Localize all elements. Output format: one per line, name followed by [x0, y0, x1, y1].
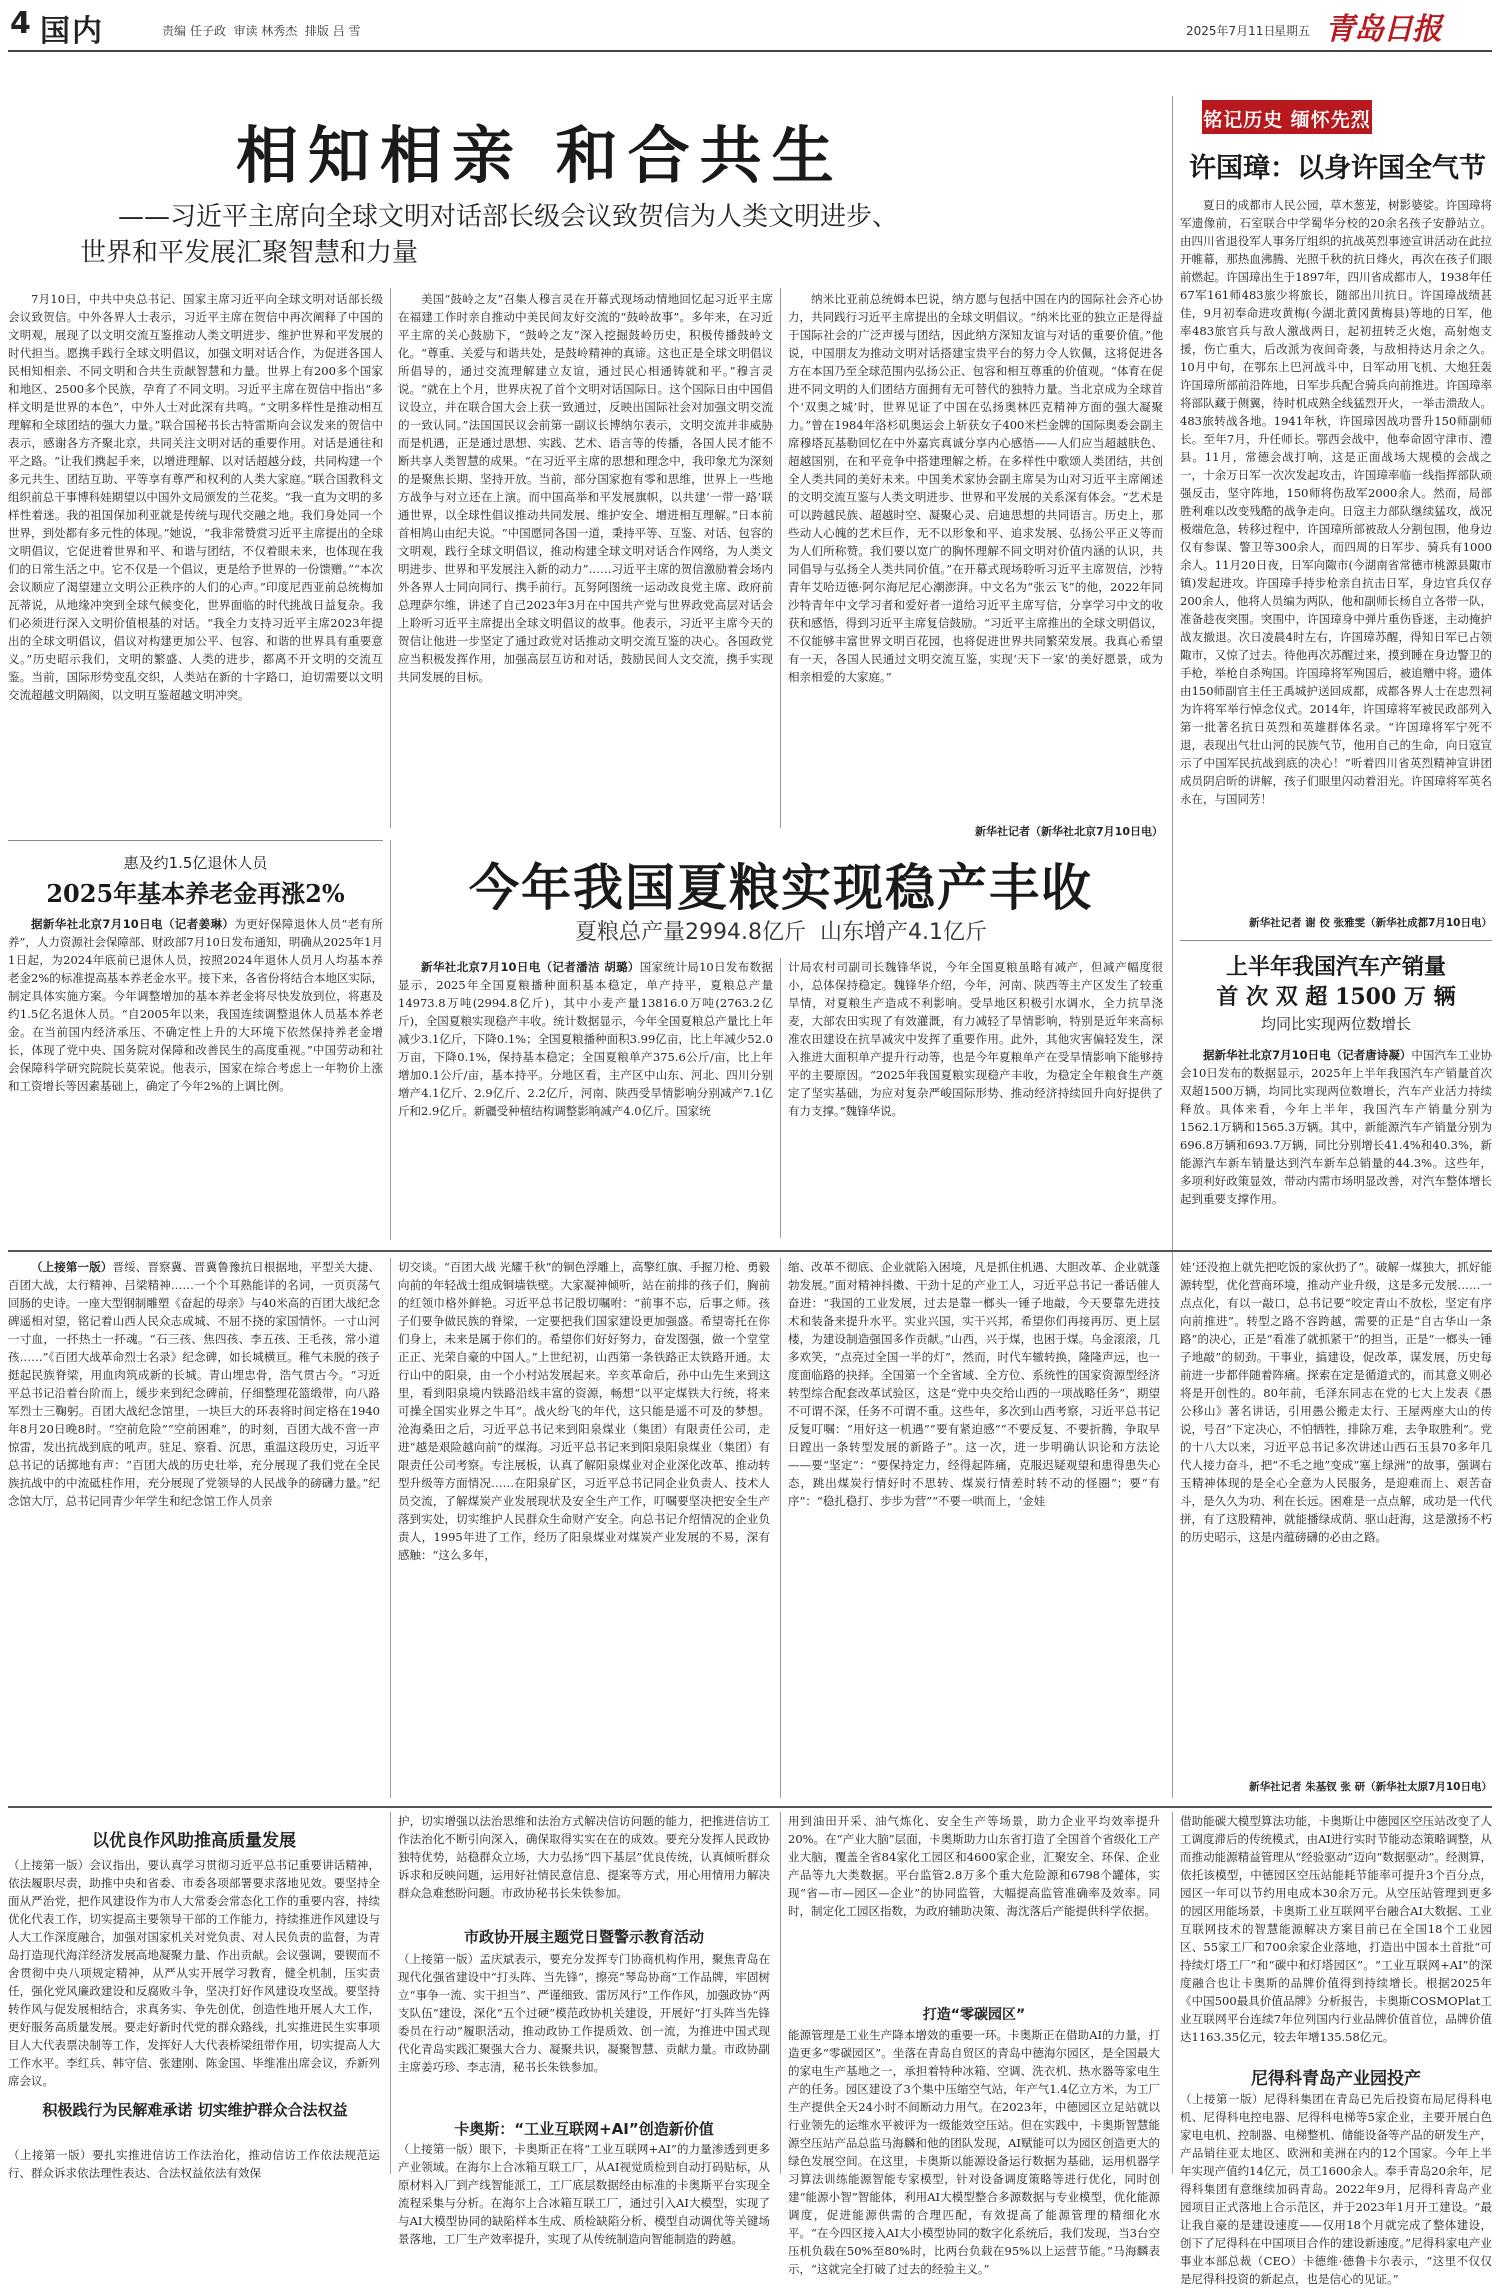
continued-col1-text: 晋绥、晋察冀、晋冀鲁豫抗日根据地，平型关大捷、百团大战，太行精神、吕梁精神……一个个耳熟能详的名词，一页页荡气回肠的史诗。一座大型钢制雕塑《奋起的母亲》与40米高的百团大战纪念碑遥相对望，铭记着山西人民众志成城、不屈不挠的家国情怀。一寸山河一寸血，一抔热土一抔魂。“石三孩、焦四孩、李五孩、王毛孩，常小道孩……”《百团大战革命烈士名录》纪念碑，如长城横亘。稚气未脱的孩子挺起民族脊梁，用血肉筑成新的长城。青山埋忠骨，浩气贯古今。“习近平总书记沿着台阶而上，缓步来到纪念碑前，仔细整理花篮缎带，向八路军烈士三鞠躬。百团大战纪念馆里，一块巨大的环表将时间定格在1940年8月20日晚8时。“空前危险”“空前困难”，的时刻，百团大战不啻一声惊雷，发出抗战到底的吼声。驻足、察看、沉思，重温这段历史，习近平总书记的话掷地有声：“百团大战的历史壮举，充分展现了我们党在全民族抗战中的中流砥柱作用，充分展现了党领导的人民战争的磅礴力量。”纪念馆大厅，总书记同青少年学生和纪念馆工作人员亲	[8, 1260, 381, 1508]
continued-col2-text: 切交谈。“百团大战 光耀千秋”的铜色浮雕上，高擎红旗、手握刀枪、勇毅向前的年轻战士组成铜墙铁壁。大家凝神倾听，站在前排的孩子们，胸前的红领巾格外鲜艳。习近平总书记殷切嘱咐：“前事不忘，后事之师。孩子们要争做民族的脊梁，一定要把我们国家建设更加强盛。希望寄托在你们身上，未来是属于你们的。希望你们好好努力，奋发图强，做一个堂堂正正、光荣自豪的中国人。”上世纪初，山西第一条铁路正太铁路开通。太行山中的阳泉，由一个小村站发展起来。辛亥革命后，孙中山先生来到这里，看到阳泉境内铁路沿线丰富的资源，畅想“以平定煤铁大行统，将来可操全国实业界之牛耳”。战火纷飞的年代，这只能是遥不可及的梦想。沧海桑田之后，习近平总书记来到阳泉煤业（集团）有限责任公司，走进“越是艰险越向前”的煤海。习近平总书记来到阳泉阳泉煤业（集团）有限责任公司考察。专注展板，认真了解阳泉煤业对企业深化改革、推动转型升级等方面情况……在阳泉矿区，习近平总书记同企业负责人、技术人员交流，了解煤炭产业发展现状及安全生产工作，叮嘱要坚决把安全生产落到实处，切实维护人民群众生命财产安全。向总书记介绍情况的企业负责人，1995年进了工作，经历了阳泉煤业对煤炭产业发展的不易，深有感触：“这么多年，	[398, 1260, 770, 1562]
brief6-subhead: 打造“零碳园区”	[922, 2007, 1026, 2023]
lead-col3-text: 纳米比亚前总统姆本巴说，纳方愿与包括中国在内的国际社会齐心协力，共同践行习近平主席提出的全球文明倡议。“纳米比亚的独立正是得益于国际社会的广泛声援与团结，因此纳方深知友谊与对话的重要价值。”他说，中国朋友为推动文明对话搭建宝贵平台的努力令人钦佩，这将促进各方在本国乃至全球范围内弘扬公正、包容和相互尊重的价值观。“体育在促进不同文明的人们团结方面拥有无可替代的独特力量。当北京成为全球首个‘双奥之城’时，世界见证了中国在弘扬奥林匹克精神方面的强大凝聚力。”曾在1984年洛杉矶奥运会上斩获女子400米栏金牌的国际奥委会副主席穆塔瓦基勒回忆在中外嘉宾真诚分享内心感悟——人们应当超越肤色、超越国别，在和平竞争中搭建理解之桥。在多样性中歌颂人类团结，共创全人类共同的美好未来。中国美术家协会副主席吴为山对习近平主席阐述的文明交流互鉴与人类文明进步、世界和平发展的关系深有体会。“艺术是可以跨越民族、超越时空、凝聚心灵、启迪思想的共同语言。历史上，那些动人心魄的艺术巨作，无不以形象和平、追求发展、弘扬公平正义等而为人们所称赞。我们要以宽广的胸怀理解不同文明对价值内涵的认识，共同倡导与弘扬全人类共同价值。”在开幕式现场聆听习近平主席贺信，沙特青年艾哈迈德·阿尔海尼尼心潮澎湃。中文名为“张云飞”的他，2022年同沙特青年中文学习者和爱好者一道给习近平主席写信，分享学习中文的收获和感悟，得到习近平主席复信鼓励。“习近平主席推出的全球文明倡议，不仅能够丰富世界文明百花园，也将促进世界共同繁荣发展。我真心希望有一天，各国人民通过文明交流互鉴，实现‘天下一家’的美好愿景，成为相亲相爱的大家庭。”	[788, 292, 1163, 684]
section-name: 国内	[40, 14, 104, 49]
auto-title-2: 首 次 双 超 1500 万 辆	[1216, 984, 1456, 1010]
series-banner	[1202, 100, 1372, 134]
pension-body	[8, 915, 383, 1237]
brief6-body	[788, 1812, 1160, 2000]
series-banner-text: 铭记历史 缅怀先烈	[1203, 109, 1371, 131]
brief3-body	[398, 1812, 770, 1920]
brief2-body-text: （上接第一版）要扎实推进信访工作法治化，推动信访工作依法规范运行、群众诉求依法理性表达、合法权益依法有效保	[8, 2148, 380, 2180]
grain-column-1	[398, 958, 773, 1240]
grain-column-2	[788, 958, 1163, 1240]
auto-lead: 据新华社北京7月10日电（记者唐诗凝）	[1203, 1048, 1412, 1062]
auto-body-text: 中国汽车工业协会10日发布的数据显示，2025年上半年我国汽车产销量首次双超1500万辆，均同比实现两位数增长，汽车产业活力持续释放。具体来看，今年上半年，我国汽车产销量分别为1562.1万辆和1565.3万辆。其中，新能源汽车产销量分别为696.8万辆和693.7万辆，同比分别增长41.4%和40.3%，新能源汽车新车销量达到汽车新车总销量的44.3%。这些年，多项利好政策显效，带动内需市场明显改善，对汽车整体增长起到重要支撑作用。	[1180, 1048, 1492, 1206]
editors-line: 责编 任子政 审读 林秀杰 排版 吕 雪	[162, 24, 361, 38]
brief1-body	[8, 1856, 380, 2096]
brief8-title: 尼得科青岛产业园投产	[1251, 2069, 1421, 2089]
lead-column-3	[788, 290, 1163, 822]
pension-lead: 据新华社北京7月10日电（记者姜琳）	[31, 917, 235, 931]
lead-col-divider-2	[780, 288, 781, 828]
bottom-top-rule	[8, 1806, 1492, 1808]
grain-col1-text: 国家统计局10日发布数据显示，2025年全国夏粮播种面积基本稳定，单产持平，夏粮总产量14973.8万吨(2994.8亿斤)，其中小麦产量13816.0万吨(2763.2亿斤)，全国夏粮实现稳产丰收。统计数据显示，今年全国夏粮总产量比上年减少3.1亿斤，下降0.1%；全国夏粮播种面积3.99亿亩，比上年减少52.0万亩，下降0.1%，保持基本稳定；全国夏粮单产375.6公斤/亩，比上年增加0.1公斤/亩，基本持平。分地区看，主产区中山东、河北、四川分别增产4.1亿斤、2.9亿斤、2.2亿斤，河南、陕西受旱情影响分别减产7.1亿斤和2.9亿斤。新疆受种植结构调整影响减产4.0亿斤。国家统	[398, 960, 773, 1118]
continued-col4-text: 娃’还没抱上就先把吃饭的家伙扔了”。破解一煤独大，抓好能源转型，优化营商环境，推动产业升级，这是多元发展……一点点化，有以一敲口，总书记要“咬定青山不放松，坚定有序向前推进”。转型之路不容跨越，需要的正是“自古华山一条路”的决心，正是“看准了就抓紧干”的担当，正是“一榔头一锤子地敲”的韧劲。干事业，搞建设，促改革，谋发展，历史每前进一步都伴随着阵痛。探索在定是循道式的，而其意义则必将是开创性的。80年前，毛泽东同志在党的七大上发表《愚公移山》著名讲话，引用愚公搬走太行、王屋两座大山的传说，号召“下定决心，不怕牺牲，排除万难，去争取胜利”。党的十八大以来，习近平总书记多次讲述山西石玉县70多年几代人接力奋斗，把“不毛之地”变成“塞上绿洲”的故事，强调右玉精神体现的是全心全意为人民服务，是迎难而上、艰苦奋斗，是久久为功、利在长远。困难是一点点解，成功是一代代拼，有了这股精神，就能播绿成荫、驱山赶海，这是激扬不朽的历史昭示，这是内蕴磅礴的必由之路。	[1180, 1260, 1492, 1544]
header-rule	[8, 50, 1492, 52]
issue-weekday: 星期五	[1274, 24, 1311, 38]
continued-byline: 新华社记者 朱基钗 张 研（新华社太原7月10日电）	[1249, 1781, 1492, 1793]
grain-col2-text: 计局农村司副司长魏锋华说，今年全国夏粮虽略有减产，但减产幅度很小，总体保持稳定。魏锋华介绍，今年，河南、陕西等主产区发生了较重旱情，对夏粮生产造成不利影响。受旱地区积极引水调水，全力抗旱浇麦，大部农田实现了有效灌溉，有力减轻了旱情影响，特别是近年来高标准农田建设在抗旱减灾中发挥了重要作用。此外，其他灾害偏轻发生，深入推进大面积单产提升行动等，也是今年夏粮单产在受旱情影响下能够持平的主要原因。“2025年我国夏粮实现稳产丰收，为稳定全年粮食生产奠定了坚实基础，为应对复杂严峻国际形势、推动经济持续回升向好提供了有力支撑。”魏锋华说。	[788, 960, 1163, 1118]
auto-top-rule	[1180, 940, 1492, 941]
brief7-body-text: 借助能碳大模型算法功能，卡奥斯让中德园区空压站改变了人工调度滞后的传统模式，由AI进行实时节能动态策略调整，从而推动能源精益管理从“经验驱动”迈向“数据驱动”。经测算，依托该模型，中德园区空压站能耗节能率可提升3个百分点，园区一年可以节约用电成本30余万元。从空压站管理到更多的园区用能场景，卡奥斯工业互联网平台融合AI大数据、工业互联网技术的智慧能源解决方案目前已在全国18个工业园区、55家工厂和700余家企业落地，打造出中国本土首批“可持续灯塔工厂”和“碳中和灯塔园区”。“工业互联网+AI”的深度融合也让卡奥斯的品牌价值得到持续增长。根据2025年《中国500最具价值品牌》分析报告，卡奥斯COSMOPlat工业互联网平台连续7年位列国内行业品牌价值首位，品牌价值达1163.35亿元，较去年增135.58亿元。	[1180, 1814, 1492, 2044]
page-number: 4	[10, 6, 31, 41]
brief1-body-text: （上接第一版）会议指出，要认真学习贯彻习近平总书记重要讲话精神，依法履职尽责，助推中央和省委、市委各项部署要求落地见效。要坚持全面从严治党，把作风建设作为市人大常委会常态化工作的重要内容，持续优化代表工作，切实提高主要领导干部的工作能力，持续推进作风建设与人大工作深度融合，加强对国家机关对党负责、对人民负责的监督，为青岛打造现代海洋经济发展高地凝聚力量、作出贡献。会议强调，要锲而不舍贯彻中央八项规定精神，从严从实开展学习教育，健全机制，压实责任，强化党风廉政建设和反腐败斗争，坚决打好作风建设攻坚战。要坚持转作风与促发展相结合，求真务实、争先创优，创造性地开展人大工作，更好服务高质量发展。要走好新时代党的群众路线，扎实推进民生实事项目人大代表票决制等工作，发挥好人大代表桥梁纽带作用，切实提高人大工作水平。李红兵、韩守信、张建刚、陈金国、毕维准出席会议，乔新列席会议。	[8, 1858, 380, 2088]
series-body	[1180, 196, 1492, 912]
lead-subtitle-1: ——习近平主席向全球文明对话部长级会议致贺信为人类文明进步、	[118, 202, 899, 232]
brief2-body	[8, 2146, 380, 2180]
brief2-title: 积极践行为民解难承诺 切实维护群众合法权益	[42, 2101, 348, 2119]
bottom-divider-1	[390, 1812, 391, 2174]
continued-top-rule	[8, 1250, 1492, 1252]
brief5-title: 卡奥斯：“工业互联网+AI”创造新价值	[454, 2120, 714, 2138]
lead-col-divider-1	[390, 288, 391, 828]
bottom-divider-3	[1172, 1812, 1173, 2174]
brief6-body2-text: 能源管理是工业生产降本增效的重要一环。卡奥斯正在借助AI的力量，打造更多“零碳园区”。坐落在青岛自贸区的青岛中德海尔园区，是全国最大的家电生产基地之一，承担着特种冰箱、空调、洗衣机、热水器等家电生产的任务。园区建设了3个集中压缩空气站，年产气1.4亿立方米，为工厂生产提供全天24小时不间断动力用气。在2023年，中德园区立足站就以行业领先的运维水平被评为一级能效空压站。但在实践中，卡奥斯智慧能源空压站产品总监马海麟和他的团队发现，AI赋能可以为园区创造更大的绿色发展空间。在这里，卡奥斯以能源设备运行数据为基础，运用机器学习算法训练能源智能专家模型，针对设备调度策略等进行优化，同时创建“能源小智”智能体，利用AI大模型整合多源数据与专业模型，优化能源调度，促进能源供需的合理匹配，有效提高了能源管理的精细化水平。“在今四区接入AI大小模型协同的数字化系统后，我们发现，当3台空压机负载在50%至80%时，比两台负载在95%以上运营节能。”马海麟表示，“这就完全打破了过去的经验主义。”	[788, 2028, 1160, 2276]
masthead-logo: 青岛日报	[1325, 12, 1441, 47]
pension-body-text: 为更好保障退休人员“老有所养”，人力资源社会保障部、财政部7月10日发布通知，明确从2025年1月1日起，为2024年底前已退休人员，按照2024年退休人员月人均基本养老金2%的标准提高基本养老金水平。接下来，各省份将结合本地区实际，制定具体实施方案。今年调整增加的基本养老金将尽快发放到位，将惠及约1.5亿名退休人员。“自2005年以来，我国连续调整退休人员基本养老金。在当前国内经济承压、不确定性上升的大环境下依然保持养老金增长，体现了党中央、国务院对保障和改善民生的高度重视。”中国劳动和社会保障科学研究院院长莫荣说。他表示，国家在综合考虑上一年物价上涨和工资增长等因素基础上，确定了今年2%的上调比例。	[8, 917, 383, 1093]
pension-title: 2025年基本养老金再涨2%	[46, 879, 345, 908]
brief5-body-text: （上接第一版）眼下，卡奥斯正在将“工业互联网+AI”的力量渗透到更多产业领域。在海尔上合冰箱互联工厂，从AI视觉质检到自动打码贴标，从原材料入厂到产线智能派工，工厂底层数据经由标准的卡奥斯平台实现全流程采集与分析。在海尔上合冰箱互联工厂，通过引入AI大模型，实现了与AI大模型协同的缺陷样本生成、质检缺陷分析、模型自动调优等关键场景落地，工厂生产效率提升，实现了从传统制造向智能制造的跨越。	[398, 2142, 770, 2246]
grain-subtitle: 夏粮总产量2994.8亿斤 山东增产4.1亿斤	[575, 920, 987, 945]
continued-column-4	[1180, 1258, 1492, 1778]
lead-subtitle-2: 世界和平发展汇聚智慧和力量	[80, 238, 419, 268]
brief6-body-text: 用到油田开采、油气炼化、安全生产等场景，助力企业平均效率提升20%。在“产业大脑”层面，卡奥斯助力山东省打造了全国首个省级化工产业大脑，覆盖全省84家化工园区和4600家企业，汇聚安全、环保、企业产品等九大类数据。平台监管2.8万多个重大危险源和6798个罐体，实现“省—市—园区—企业”的协同监管，大幅提高监管准确率及效率。同时，制定化工园区指数，为政府辅助决策、海沈落后产能提供科学依据。	[788, 1814, 1160, 1918]
page-header	[0, 0, 1500, 50]
brief5-body	[398, 2140, 770, 2246]
auto-subtitle: 均同比实现两位数增长	[1260, 1015, 1411, 1033]
series-byline: 新华社记者 谢 佼 张雅雯（新华社成都7月10日电）	[1249, 917, 1492, 929]
auto-body	[1180, 1046, 1492, 1246]
brief6-body-2	[788, 2026, 1160, 2276]
series-title: 许国璋：以身许国全气节	[1189, 153, 1486, 184]
continued-divider-2	[780, 1258, 781, 1798]
lead-col1-text: 7月10日，中共中央总书记、国家主席习近平向全球文明对话部长级会议致贺信。中外各界人士表示，习近平主席在贺信中再次阐释了中国的文明观，展现了以文明交流互鉴推动人类文明进步、维护世界和平发展的时代担当。愿携手践行全球文明倡议，加强文明对话合作，为促进各国人民相知相亲、不同文明和合共生贡献智慧和力量。世界上有200多个国家和地区、2500多个民族，孕育了不同文明。习近平主席在贺信中指出“多样文明是世界的本色”，中外人士对此深有共鸣。“文明多样性是推动相互理解和全球团结的强大力量。”联合国秘书长古特雷斯向会议发来的贺信中表示，感谢各方齐聚北京，共同关注文明对话的重要作用。对话是通往和平之路。“让我们携起手来，以增进理解、以对话超越分歧，共同构建一个多元共生、团结互助、平等享有尊严和权利的人类大家庭。”联合国教科文组织前总干事博科娃期望以中国外文局颁发的兰花奖。“我一直为文明的多样性着迷。我的祖国保加利亚就是传统与现代交融之地。我们身处同一个世界，到处都有多元性的体现。”她说，“我非常赞赏习近平主席提出的全球文明倡议，它促进着世界和平、和谐与团结，不仅着眼未来，也体现在我们的日常生活之中。它不仅是一个倡议，更是给予世界的一份馈赠。”“本次会议顺应了渴望建立文明公正秩序的人们的心声。”印度尼西亚前总统梅加瓦蒂说，从地缘冲突到全球气候变化，世界面临的时代挑战日益复杂。我们必须进行深入文明价值根基的对话。“我全力支持习近平主席2023年提出的全球文明倡议，倡议对构建更加公平、包容、和谐的世界具有重要意义。”历史昭示我们，文明的繁盛、人类的进步，都离不开文明的交流互鉴。当前，国际形势变乱交织，人类站在新的十字路口，迫切需要以文明交流超越文明隔阂，以文明互鉴超越文明冲突。	[8, 292, 383, 702]
pension-kicker: 惠及约1.5亿退休人员	[123, 854, 268, 872]
brief4-body-text: （上接第一版）孟庆斌表示，要充分发挥专门协商机构作用，聚焦青岛在现代化强省建设中“打头阵、当先锋”，擦亮“琴岛协商”工作品牌，牢固树立“事争一流、实干担当”、严谨细致、雷厉风行”工作作风，加强政协“两支队伍”建设，深化“五个过硬”模范政协机关建设，开展好“打头阵当先锋 委员在行动”履职活动，推动政协工作提质效、创一流，为推进中国式现代化青岛实践汇聚强大合力、凝聚共识，凝聚智慧、贡献力量。市政协副主席姜巧珍、李志清，秘书长朱铁参加。	[398, 1952, 770, 2074]
brief1-title: 以优良作风助推高质量发展	[92, 1831, 296, 1851]
issue-date: 2025年7月11日	[1186, 24, 1276, 38]
brief3-body-text: 护，切实增强以法治思维和法治方式解决信访问题的能力，把推进信访工作法治化不断引向深入，确保取得实实在在的成效。要充分发挥人民政协独特优势，站稳群众立场，大力弘扬“四下基层”优良传统，认真倾听群众诉求和反映问题，运用好社情民意信息、提案等方式，用心用情用力解决群众急难愁盼问题。市政协秘书长朱铁参加。	[398, 1814, 770, 1900]
lead-byline: 新华社记者（新华社北京7月10日电）	[975, 825, 1163, 838]
brief8-body-text: （上接第一版）尼得科集团在青岛已先后投资布局尼得科电机、尼得科电控电器、尼得科电梯等5家企业，主要开展白色家电电机、控制器、电梯整机、储能设备等产品的研发生产，产品销往亚太地区、欧洲和美洲在内的12个国家。今年上半年实现产值约14亿元，员工1600余人。奉手青岛20余年，尼得科集团有意继续加码青岛。2022年9月，尼得科青岛产业园项目正式落地上合示范区，并于2023年1月开工建设。“最让我自豪的是建设速度——仅用18个月就完成了整体建设，创下了尼得科在中国项目合作的建设新速度。”尼得科家电产业事业本部总裁（CEO）卡德维·德鲁卡尔表示，“这里不仅仅是尼得科投资的新起点，也是信心的见证。”	[1180, 2092, 1492, 2286]
brief4-body	[398, 1950, 770, 2112]
grain-title: 今年我国夏粮实现稳产丰收	[469, 858, 1093, 917]
continued-column-1	[8, 1258, 380, 1798]
brief4-title: 市政协开展主题党日暨警示教育活动	[463, 1928, 704, 1946]
lead-column-2	[398, 290, 773, 830]
grain-lead: 新华社北京7月10日电（记者潘洁 胡璐）	[421, 960, 640, 974]
continued-column-3	[788, 1258, 1160, 1798]
bottom-divider-2	[780, 1812, 781, 2174]
brief8-body	[1180, 2090, 1492, 2286]
lead-column-1	[8, 290, 383, 830]
lead-col2-text: 美国“鼓岭之友”召集人穆言灵在开幕式现场动情地回忆起习近平主席在福建工作时亲自推动中美民间友好交流的“鼓岭故事”。多年来，在习近平主席的关心鼓励下，“鼓岭之友”深入挖掘鼓岭历史，积极传播鼓岭文化。“尊重、关爱与和谐共处，是鼓岭精神的真谛。这也正是全球文明倡议所倡导的，通过交流理解建立友谊，通过民心相通铸就和平。”穆言灵说。“就在上个月，世界庆祝了首个文明对话国际日。这个国际日由中国倡议设立，并在联合国大会上获一致通过，反映出国际社会对加强文明交流的一致认同。”法国国民议会前第一副议长博纳尔表示，文明交流并非威胁而是机遇，正是通过思想、实践、艺术、语言等的传播，各国人民才能不断共享人类智慧的成果。“在习近平主席的思想和理念中，我印象尤为深刻的是聚焦长期、坚持开放。当前，部分国家抱有零和思维，世界上一些地方战争与对立还在上演。而中国高举和平发展旗帜，以共建‘一带一路’联通世界，以全球性倡议推动共同发展、维护安全、增进相互理解。”日本前首相鸠山由纪夫说。“中国愿同各国一道，秉持平等、互鉴、对话、包容的文明观，践行全球文明倡议，推动构建全球文明对话合作网络，为人类文明进步、世界和平发展注入新的动力”……习近平主席的贺信激励着会场内外各界人士同向同行、携手前行。瓦努阿图统一运动改良党主席、政府前总理萨尔维，讲述了自己2023年3月在中国共产党与世界政党高层对话会上聆听习近平主席提出全球文明倡议的故事。他表示，习近平主席今天的贺信让他进一步坚定了通过政党对话推动文明交流互鉴的决心。各国政党应当积极发挥作用，加强高层互访和对话，鼓励民间人文交流，携手实现共同发展的目标。	[398, 292, 773, 684]
continued-divider-3	[1172, 1258, 1173, 1798]
pension-divider	[390, 840, 391, 1240]
brief7-body	[1180, 1812, 1492, 2056]
series-body-text: 夏日的成都市人民公园，草木葱茏，树影婆娑。许国璋将军遗像前，石室联合中学蜀华分校的20余名孩子安静站立。由四川省退役军人事务厅组织的抗战英烈事迹宣讲活动在此拉开帷幕，那热血沸腾、光照千秋的抗日烽火，再次在孩子们眼前燃起。许国璋出生于1897年，四川省成都市人，1938年任67军161师483旅少将旅长，随部出川抗日。许国璋战绩甚佳，9月初奉命进攻黄梅(今湖北黄冈黄梅县)等地的日军，他率483旅官兵与敌人激战两日，起初扭转乏火炮，高射炮支援，伤亡重大，后改派为夜间奇袭，与敌相持达月余之久。10月中旬，在鄂东上巴河战斗中，日军动用飞机、大炮狂轰许国璋所部前沿阵地，日军步兵配合骑兵向前推进。许国璋率将部队藏于侧翼，待时机成熟全线猛烈开火，一举击溃敌人。483旅转战各地。1941年秋，许国璋因战功晋升150师副师长。至年7月，升任师长。鄂西会战中，他奉命固守津市、澧县。11月，常德会战打响，这是正面战场大规模的会战之一，十余万日军一次次发起攻击，许国璋率临一线指挥部队顽强反击，坚守阵地，150师将伤敌军2000余人。然而，局部胜利难以改变残酷的战争走向。日寇主力部队继续猛攻，战况极端危急，转移过程中，许国璋所部被敌人分割包围，他身边仅有参谋、警卫等300余人，而四周的日军步、骑兵有1000余人。11月20日夜，日军向陬市(今湖南省常德市桃源县陬市镇)发起进攻。许国璋手持步枪亲自抗击日军，身边官兵仅存200余人，他将人员编为两队，他和副师长杨自立各带一队，准备趁夜突围。突围中，许国璋身中弹片重伤昏迷，主动掩护战友撤退。次日凌晨4时左右，许国璋苏醒，得知日军已占领陬市，又惊了过去。待他再次苏醒过来，摸到睡在身边警卫的手枪，举枪自杀殉国。许国璋将军殉国后，被追赠中将。遗体由150师副官主任王禹城护送回成都，成都各界人士在忠烈祠为许将军举行悼念仪式。2014年，许国璋将军被民政部列入第一批著名抗日英烈和英雄群体名录。“许国璋将军宁死不退，表现出气壮山河的民族气节，他用自己的生命，向日寇宣示了中国军民抗战到底的决心！”听着四川省英烈精神宣讲团成员阴启昕的讲解，孩子们眼里闪动着泪光。许国璋将军英名永在，与国同芳！	[1180, 198, 1492, 806]
right-column-divider	[1172, 96, 1173, 1336]
continued-divider-1	[390, 1258, 391, 1798]
auto-title-1: 上半年我国汽车产销量	[1225, 954, 1446, 980]
grain-col-divider	[780, 958, 781, 1238]
pension-top-rule	[8, 840, 383, 841]
continued-label: （上接第一版）	[31, 1260, 113, 1274]
lead-title: 相知相亲 和合共生	[236, 119, 844, 192]
continued-col3-text: 缩、改革不彻底、企业就陷入困境，凡是抓住机遇、大胆改革、企业就蓬勃发展。”面对精神抖擞、干劲十足的产业工人，习近平总书记一番话催人奋进：“我国的工业发展，过去是靠一榔头一锤子地敲，今天要靠先进技术和装备来提升水平。实业兴国，实干兴邦，希望你们再接再厉、更上层楼，为建设制造强国多作贡献。”山西，兴于煤，也困于煤。乌金滚滚，几多欢笑，“点亮过全国一半的灯”，然而，时代车辙转换，隆隆声远，也一度面临路的抉择。全国第一个全省域、全方位、系统性的国家资源型经济转型综合配套改革试验区，这是“党中央交给山西的一项战略任务”，期望不可谓不深，任务不可谓不重。这些年，多次到山西考察，习近平总书记反复叮嘱：“用好这一机遇”“要有紧迫感”“不要反复、不要折腾，争取早日蹚出一条转型发展的新路子”。这一次，进一步明确认识论和方法论——要“坚定”：“要保持定力，经得起阵痛，克服迟疑观望和患得患失心态，跳出煤炭行情好时不思转、煤炭行情差时转不动的怪圈”；要“有序”：“稳扎稳打、步步为营”“不要一哄而上，‘金娃	[788, 1260, 1160, 1508]
continued-column-2	[398, 1258, 770, 1798]
